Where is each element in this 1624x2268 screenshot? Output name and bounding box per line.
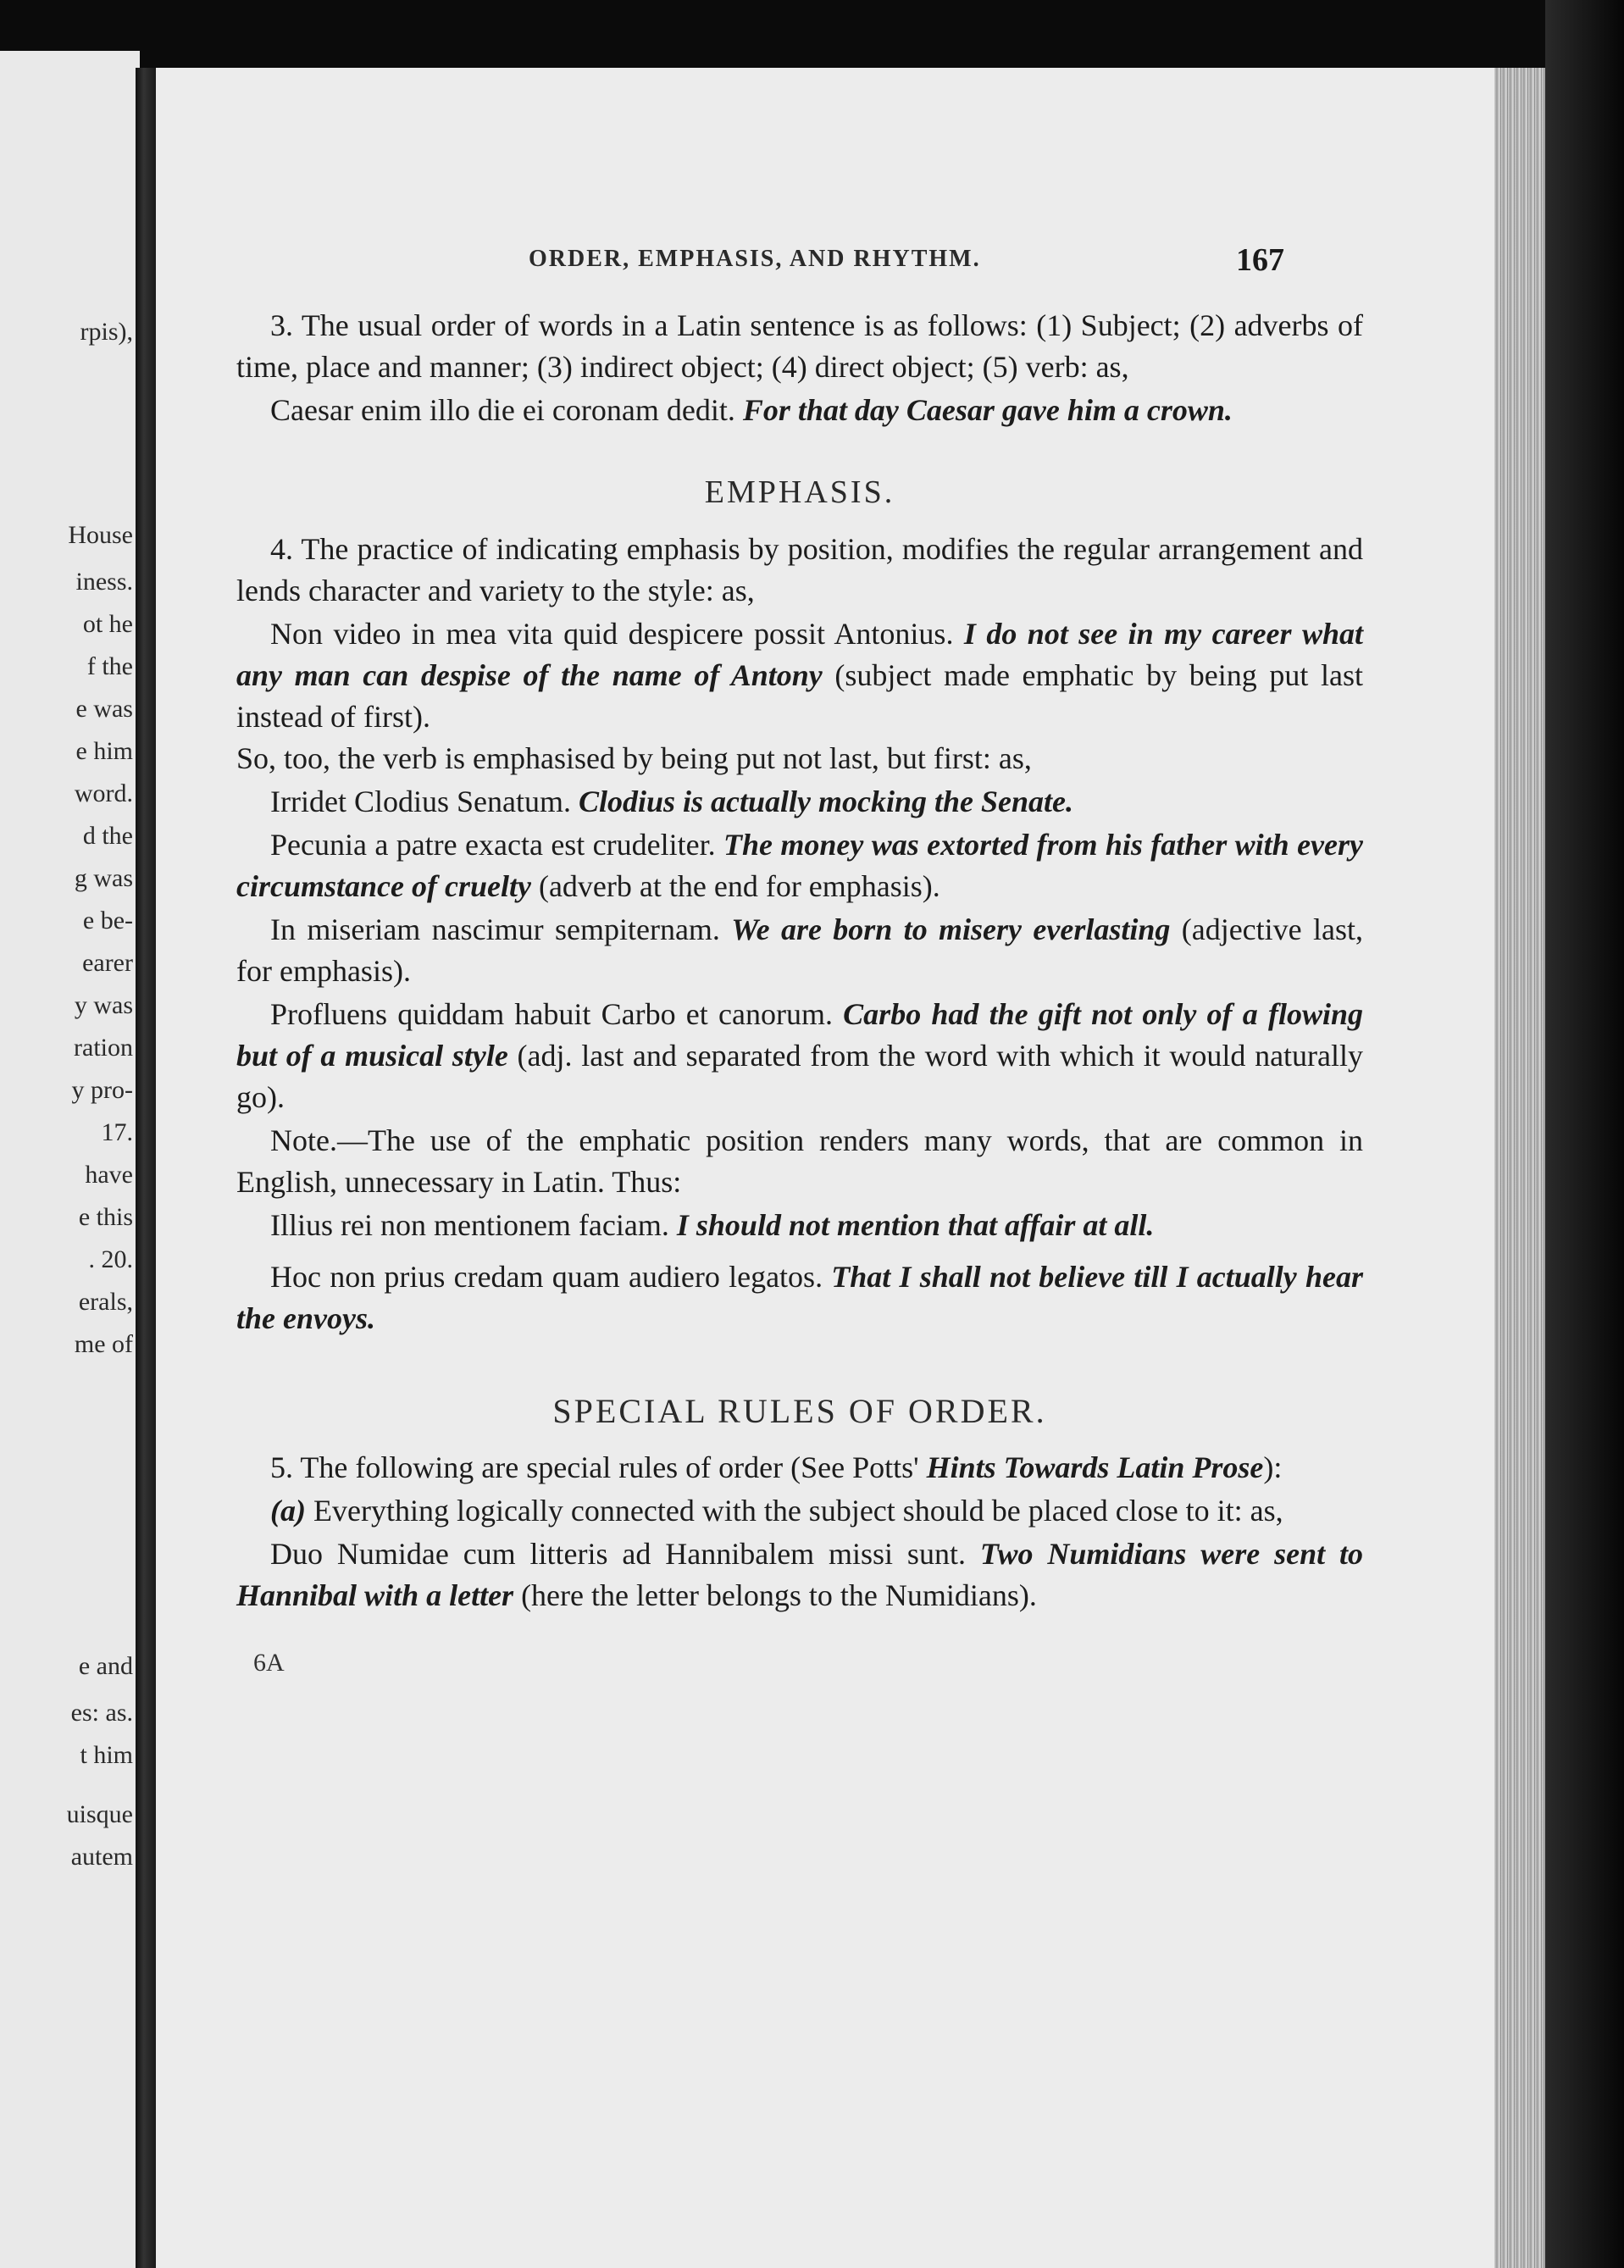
- english-translation: Two Numidians were sent to Hannibal with a letter: [236, 1537, 1364, 1612]
- left-page-line: iness.: [75, 568, 133, 596]
- left-page-line: e this: [78, 1203, 133, 1231]
- left-page-line: have: [85, 1161, 133, 1189]
- book-gutter: [136, 68, 156, 2268]
- example-sentence: [236, 781, 1363, 823]
- note-paragraph: Note.—The use of the emphatic position renders many words, that are common in English, unnecessary in Latin. Thus:: [236, 1123, 1363, 1199]
- latin-example: Irridet Clodius Senatum.: [270, 785, 571, 818]
- english-translation: The money was extorted from his father with every circumstance of cruelty: [236, 828, 1363, 903]
- section-3-paragraph: 3. The usual order of words in a Latin sentence is as follows: (1) Subject; (2) adverbs of time, place and manner; (3) indirect object; (4) direct object; (5) verb: as,: [236, 308, 1363, 384]
- example-note: (adverb at the end for emphasis).: [538, 869, 940, 903]
- left-page-line: autem: [70, 1843, 133, 1871]
- left-page-line: t him: [80, 1741, 133, 1769]
- left-page-line: rpis),: [80, 318, 133, 346]
- left-page-line: uisque: [66, 1800, 133, 1828]
- section-heading-special-rules: SPECIAL RULES OF ORDER.: [552, 1392, 1047, 1430]
- left-page-line: erals,: [78, 1288, 133, 1316]
- left-page-line: y was: [74, 991, 133, 1019]
- example-sentence: [236, 613, 1363, 738]
- latin-example: Profluens quiddam habuit Carbo et canorum.: [270, 997, 833, 1031]
- english-translation: Clodius is actually mocking the Senate.: [578, 785, 1074, 818]
- left-page-line: f the: [86, 652, 133, 680]
- example-sentence: [236, 909, 1363, 992]
- rule-label: (a): [270, 1494, 306, 1528]
- left-page-line: d the: [82, 822, 133, 850]
- left-page-line: me of: [74, 1330, 133, 1358]
- left-page-line: word.: [74, 779, 133, 807]
- page-body: [236, 305, 1363, 1683]
- running-head: ORDER, EMPHASIS, AND RHYTHM.: [529, 246, 981, 272]
- left-page-line: e be-: [82, 907, 133, 934]
- section-5-text-end: ):: [1263, 1450, 1283, 1484]
- latin-example: Illius rei non mentionem faciam.: [270, 1208, 669, 1242]
- english-translation: I do not see in my career what any man can despise of the name of Antony: [236, 617, 1364, 692]
- signature-mark: 6A: [253, 1649, 285, 1677]
- section-heading-emphasis: EMPHASIS.: [704, 474, 895, 510]
- section-5-text: 5. The following are special rules of order (See Potts': [270, 1450, 919, 1484]
- example-note: (adjective last, for emphasis).: [236, 912, 1363, 988]
- example-note: (subject made emphatic by being put last instead of first).: [236, 658, 1363, 734]
- left-page-line: g was: [74, 864, 133, 892]
- rule-text: Everything logically connected with the subject should be placed close to it: as,: [313, 1494, 1283, 1528]
- left-page-line: e was: [75, 695, 133, 723]
- english-translation: Carbo had the gift not only of a flowing but of a musical style: [236, 997, 1363, 1073]
- example-sentence: [236, 1533, 1363, 1616]
- left-page-line: ration: [74, 1034, 133, 1062]
- rule-a: [236, 1490, 1363, 1532]
- latin-example: Duo Numidae cum litteris ad Hannibalem missi sunt.: [270, 1537, 966, 1571]
- example-sentence: [236, 1205, 1363, 1246]
- example-note: (here the letter belongs to the Numidians).: [521, 1578, 1037, 1612]
- left-page-fragment: [0, 51, 140, 2268]
- english-translation: For that day Caesar gave him a crown.: [742, 393, 1233, 427]
- left-page-line: e him: [75, 737, 133, 765]
- example-note: (adj. last and separated from the word with which it would naturally go).: [236, 1039, 1364, 1114]
- left-page-line: e and: [78, 1652, 133, 1680]
- page: [156, 68, 1494, 2268]
- left-page-line: y pro-: [71, 1076, 133, 1104]
- section-4-paragraph: 4. The practice of indicating emphasis by position, modifies the regular arrangement and lends character and variety to the style: as,: [236, 532, 1363, 607]
- english-translation: That I shall not believe till I actually hear the envoys.: [236, 1260, 1364, 1335]
- latin-example: Hoc non prius credam quam audiero legatos.: [270, 1260, 823, 1294]
- latin-example: Non video in mea vita quid despicere possit Antonius.: [270, 617, 954, 651]
- example-sentence: [236, 994, 1363, 1118]
- left-page-line: ot he: [82, 610, 133, 638]
- page-edges: [1494, 68, 1545, 2268]
- left-page-line: 17.: [101, 1118, 133, 1146]
- example-sentence: [236, 1256, 1363, 1339]
- example-sentence: [236, 824, 1363, 907]
- scan-background: [1545, 0, 1624, 2268]
- verb-emphasis-note: So, too, the verb is emphasised by being put not last, but first: as,: [236, 741, 1032, 775]
- example-sentence: [236, 390, 1363, 431]
- page-number: 167: [1236, 242, 1284, 278]
- latin-example: Pecunia a patre exacta est crudeliter.: [270, 828, 716, 862]
- section-5-paragraph: [236, 1447, 1363, 1489]
- english-translation: I should not mention that affair at all.: [676, 1208, 1155, 1242]
- left-page-line: es: as.: [70, 1699, 133, 1727]
- latin-example: In miseriam nascimur sempiternam.: [270, 912, 720, 946]
- left-page-line: House: [68, 521, 133, 549]
- latin-example: Caesar enim illo die ei coronam dedit.: [270, 393, 735, 427]
- left-page-line: . 20.: [88, 1245, 133, 1273]
- book-title: Hints Towards Latin Prose: [926, 1450, 1264, 1484]
- left-page-line: earer: [82, 949, 133, 977]
- english-translation: We are born to misery everlasting: [731, 912, 1171, 946]
